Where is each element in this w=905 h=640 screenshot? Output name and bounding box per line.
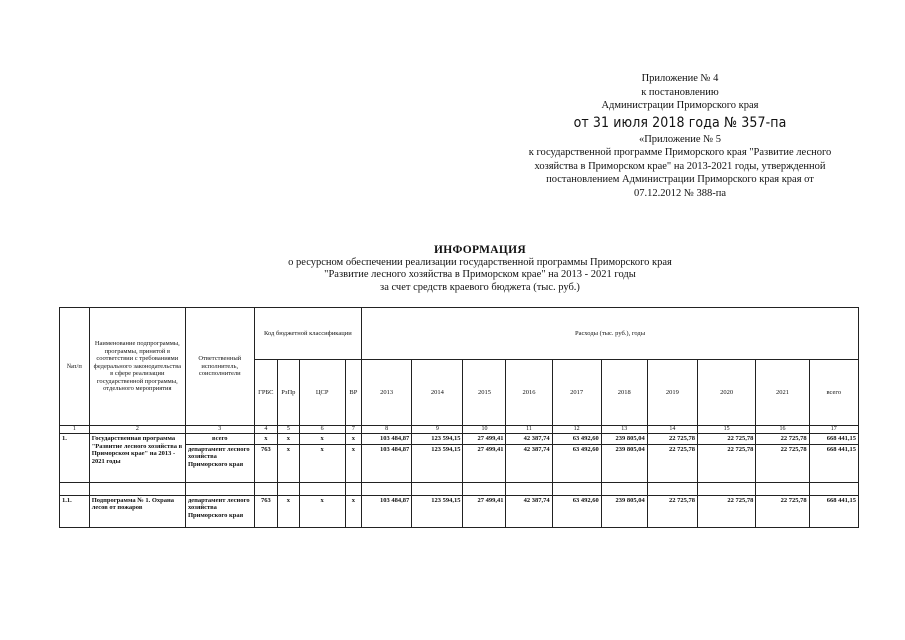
- column-number: 16: [756, 426, 809, 434]
- col-header-name: Наименование подпрограммы, программы, принятой в соответствии с требованиями федерального законодательства в сфере реализации государственной программы, отдельного мероприятия: [89, 308, 185, 426]
- cell-value: 42 387,74: [506, 444, 552, 482]
- column-number: 7: [345, 426, 361, 434]
- cell-grbs: x: [254, 434, 278, 445]
- cell-value: 27 499,41: [463, 434, 506, 445]
- spacer-cell: [362, 482, 412, 495]
- spacer-cell: [60, 482, 90, 495]
- row-number: 1.: [60, 434, 90, 483]
- appendix-line: 07.12.2012 № 388-па: [633, 187, 727, 199]
- column-number: 3: [185, 426, 254, 434]
- col-header-year: 2021: [756, 360, 809, 426]
- cell-csr: x: [299, 495, 345, 527]
- cell-value: 103 484,87: [362, 495, 412, 527]
- col-header-num: №п/п: [60, 308, 90, 426]
- column-number: 17: [809, 426, 858, 434]
- spacer-cell: [185, 482, 254, 495]
- cell-rzpr: x: [278, 444, 300, 482]
- column-number: 12: [552, 426, 601, 434]
- appendix-line: Администрации Приморского края: [601, 100, 759, 111]
- cell-vr: x: [345, 444, 361, 482]
- spacer-cell: [412, 482, 463, 495]
- spacer-cell: [647, 482, 697, 495]
- col-header-year: 2016: [506, 360, 552, 426]
- row-name: Подпрограмма № 1. Охрана лесов от пожаров: [89, 495, 185, 527]
- cell-csr: x: [299, 444, 345, 482]
- cell-value: 42 387,74: [506, 495, 552, 527]
- spacer-cell: [809, 482, 858, 495]
- spacer-cell: [697, 482, 755, 495]
- col-header-year: 2020: [697, 360, 755, 426]
- cell-csr: x: [299, 434, 345, 445]
- cell-rzpr: x: [278, 434, 300, 445]
- cell-total: 668 441,15: [809, 495, 858, 527]
- row-executor: всего: [185, 434, 254, 445]
- col-header-vr: ВР: [345, 360, 361, 426]
- cell-value: 22 725,78: [756, 434, 809, 445]
- cell-value: 103 484,87: [362, 444, 412, 482]
- cell-grbs: 763: [254, 495, 278, 527]
- col-header-executor: Ответственный исполнитель, соисполнители: [185, 308, 254, 426]
- col-header-grbs: ГРБС: [254, 360, 278, 426]
- cell-value: 63 492,60: [552, 434, 601, 445]
- cell-grbs: 763: [254, 444, 278, 482]
- column-number: 9: [412, 426, 463, 434]
- appendix-line: к государственной программе Приморского края "Развитие лесного: [528, 147, 832, 158]
- cell-value: 42 387,74: [506, 434, 552, 445]
- col-header-year: 2018: [601, 360, 647, 426]
- cell-value: 123 594,15: [412, 495, 463, 527]
- column-number: 13: [601, 426, 647, 434]
- cell-total: 668 441,15: [809, 434, 858, 445]
- cell-value: 123 594,15: [412, 444, 463, 482]
- cell-value: 22 725,78: [697, 495, 755, 527]
- col-header-codes: Код бюджетной классификации: [254, 308, 362, 360]
- cell-value: 22 725,78: [756, 444, 809, 482]
- cell-value: 22 725,78: [647, 495, 697, 527]
- cell-vr: x: [345, 434, 361, 445]
- col-header-year: 2015: [463, 360, 506, 426]
- resource-table: [59, 307, 859, 528]
- table-row: [60, 495, 859, 527]
- cell-value: 123 594,15: [412, 434, 463, 445]
- cell-value: 239 805,04: [601, 444, 647, 482]
- column-number: 14: [647, 426, 697, 434]
- column-number: 4: [254, 426, 278, 434]
- spacer-cell: [254, 482, 278, 495]
- column-number: 6: [299, 426, 345, 434]
- row-number: 1.1.: [60, 495, 90, 527]
- cell-vr: x: [345, 495, 361, 527]
- cell-value: 239 805,04: [601, 434, 647, 445]
- spacer-row: [60, 482, 859, 495]
- col-header-year: 2014: [412, 360, 463, 426]
- row-executor: департамент лесного хозяйства Приморского края: [185, 444, 254, 482]
- column-number: 10: [463, 426, 506, 434]
- spacer-cell: [506, 482, 552, 495]
- col-header-expenses: Расходы (тыс. руб.), годы: [362, 308, 859, 360]
- col-header-year: 2019: [647, 360, 697, 426]
- cell-value: 22 725,78: [756, 495, 809, 527]
- appendix-line: постановлением Администрации Приморского края края от: [546, 174, 814, 185]
- spacer-cell: [278, 482, 300, 495]
- appendix-line: к постановлению: [641, 86, 719, 98]
- column-number: 8: [362, 426, 412, 434]
- column-number: 5: [278, 426, 300, 434]
- cell-value: 27 499,41: [463, 444, 506, 482]
- cell-value: 103 484,87: [362, 434, 412, 445]
- spacer-cell: [552, 482, 601, 495]
- col-header-csr: ЦСР: [299, 360, 345, 426]
- spacer-cell: [89, 482, 185, 495]
- cell-value: 27 499,41: [463, 495, 506, 527]
- spacer-cell: [463, 482, 506, 495]
- spacer-cell: [345, 482, 361, 495]
- date-stamp: от 31 июля 2018 года № 357-па: [573, 114, 787, 131]
- spacer-cell: [756, 482, 809, 495]
- column-number: 1: [60, 426, 90, 434]
- document-header: [230, 244, 730, 294]
- subtitle-line: "Развитие лесного хозяйства в Приморском крае" на 2013 - 2021 годы: [324, 269, 636, 280]
- spacer-cell: [299, 482, 345, 495]
- document-title: ИНФОРМАЦИЯ: [433, 244, 526, 256]
- appendix-line: «Приложение № 5: [638, 133, 722, 145]
- cell-value: 22 725,78: [647, 444, 697, 482]
- col-header-year: 2017: [552, 360, 601, 426]
- subtitle-line: о ресурсном обеспечении реализации государственной программы Приморского края: [288, 256, 672, 268]
- cell-value: 63 492,60: [552, 495, 601, 527]
- column-number: 2: [89, 426, 185, 434]
- col-header-total: всего: [809, 360, 858, 426]
- col-header-rzpr: РзПр: [278, 360, 300, 426]
- row-executor: департамент лесного хозяйства Приморского края: [185, 495, 254, 527]
- col-header-year: 2013: [362, 360, 412, 426]
- cell-value: 63 492,60: [552, 444, 601, 482]
- cell-value: 22 725,78: [697, 434, 755, 445]
- table-row: [60, 434, 859, 445]
- cell-value: 22 725,78: [647, 434, 697, 445]
- appendix-block: [490, 72, 870, 200]
- cell-total: 668 441,15: [809, 444, 858, 482]
- appendix-line: хозяйства в Приморском крае" на 2013-2021 годы, утвержденной: [534, 160, 826, 172]
- row-name: Государственная программа "Развитие лесного хозяйства в Приморском крае" на 2013 - 2021 годы: [89, 434, 185, 483]
- column-number: 11: [506, 426, 552, 434]
- subtitle-line: за счет средств краевого бюджета (тыс. руб.): [380, 281, 580, 293]
- cell-value: 22 725,78: [697, 444, 755, 482]
- cell-rzpr: x: [278, 495, 300, 527]
- spacer-cell: [601, 482, 647, 495]
- column-number: 15: [697, 426, 755, 434]
- cell-value: 239 805,04: [601, 495, 647, 527]
- column-number-row: [60, 426, 859, 434]
- appendix-line: Приложение № 4: [641, 73, 719, 84]
